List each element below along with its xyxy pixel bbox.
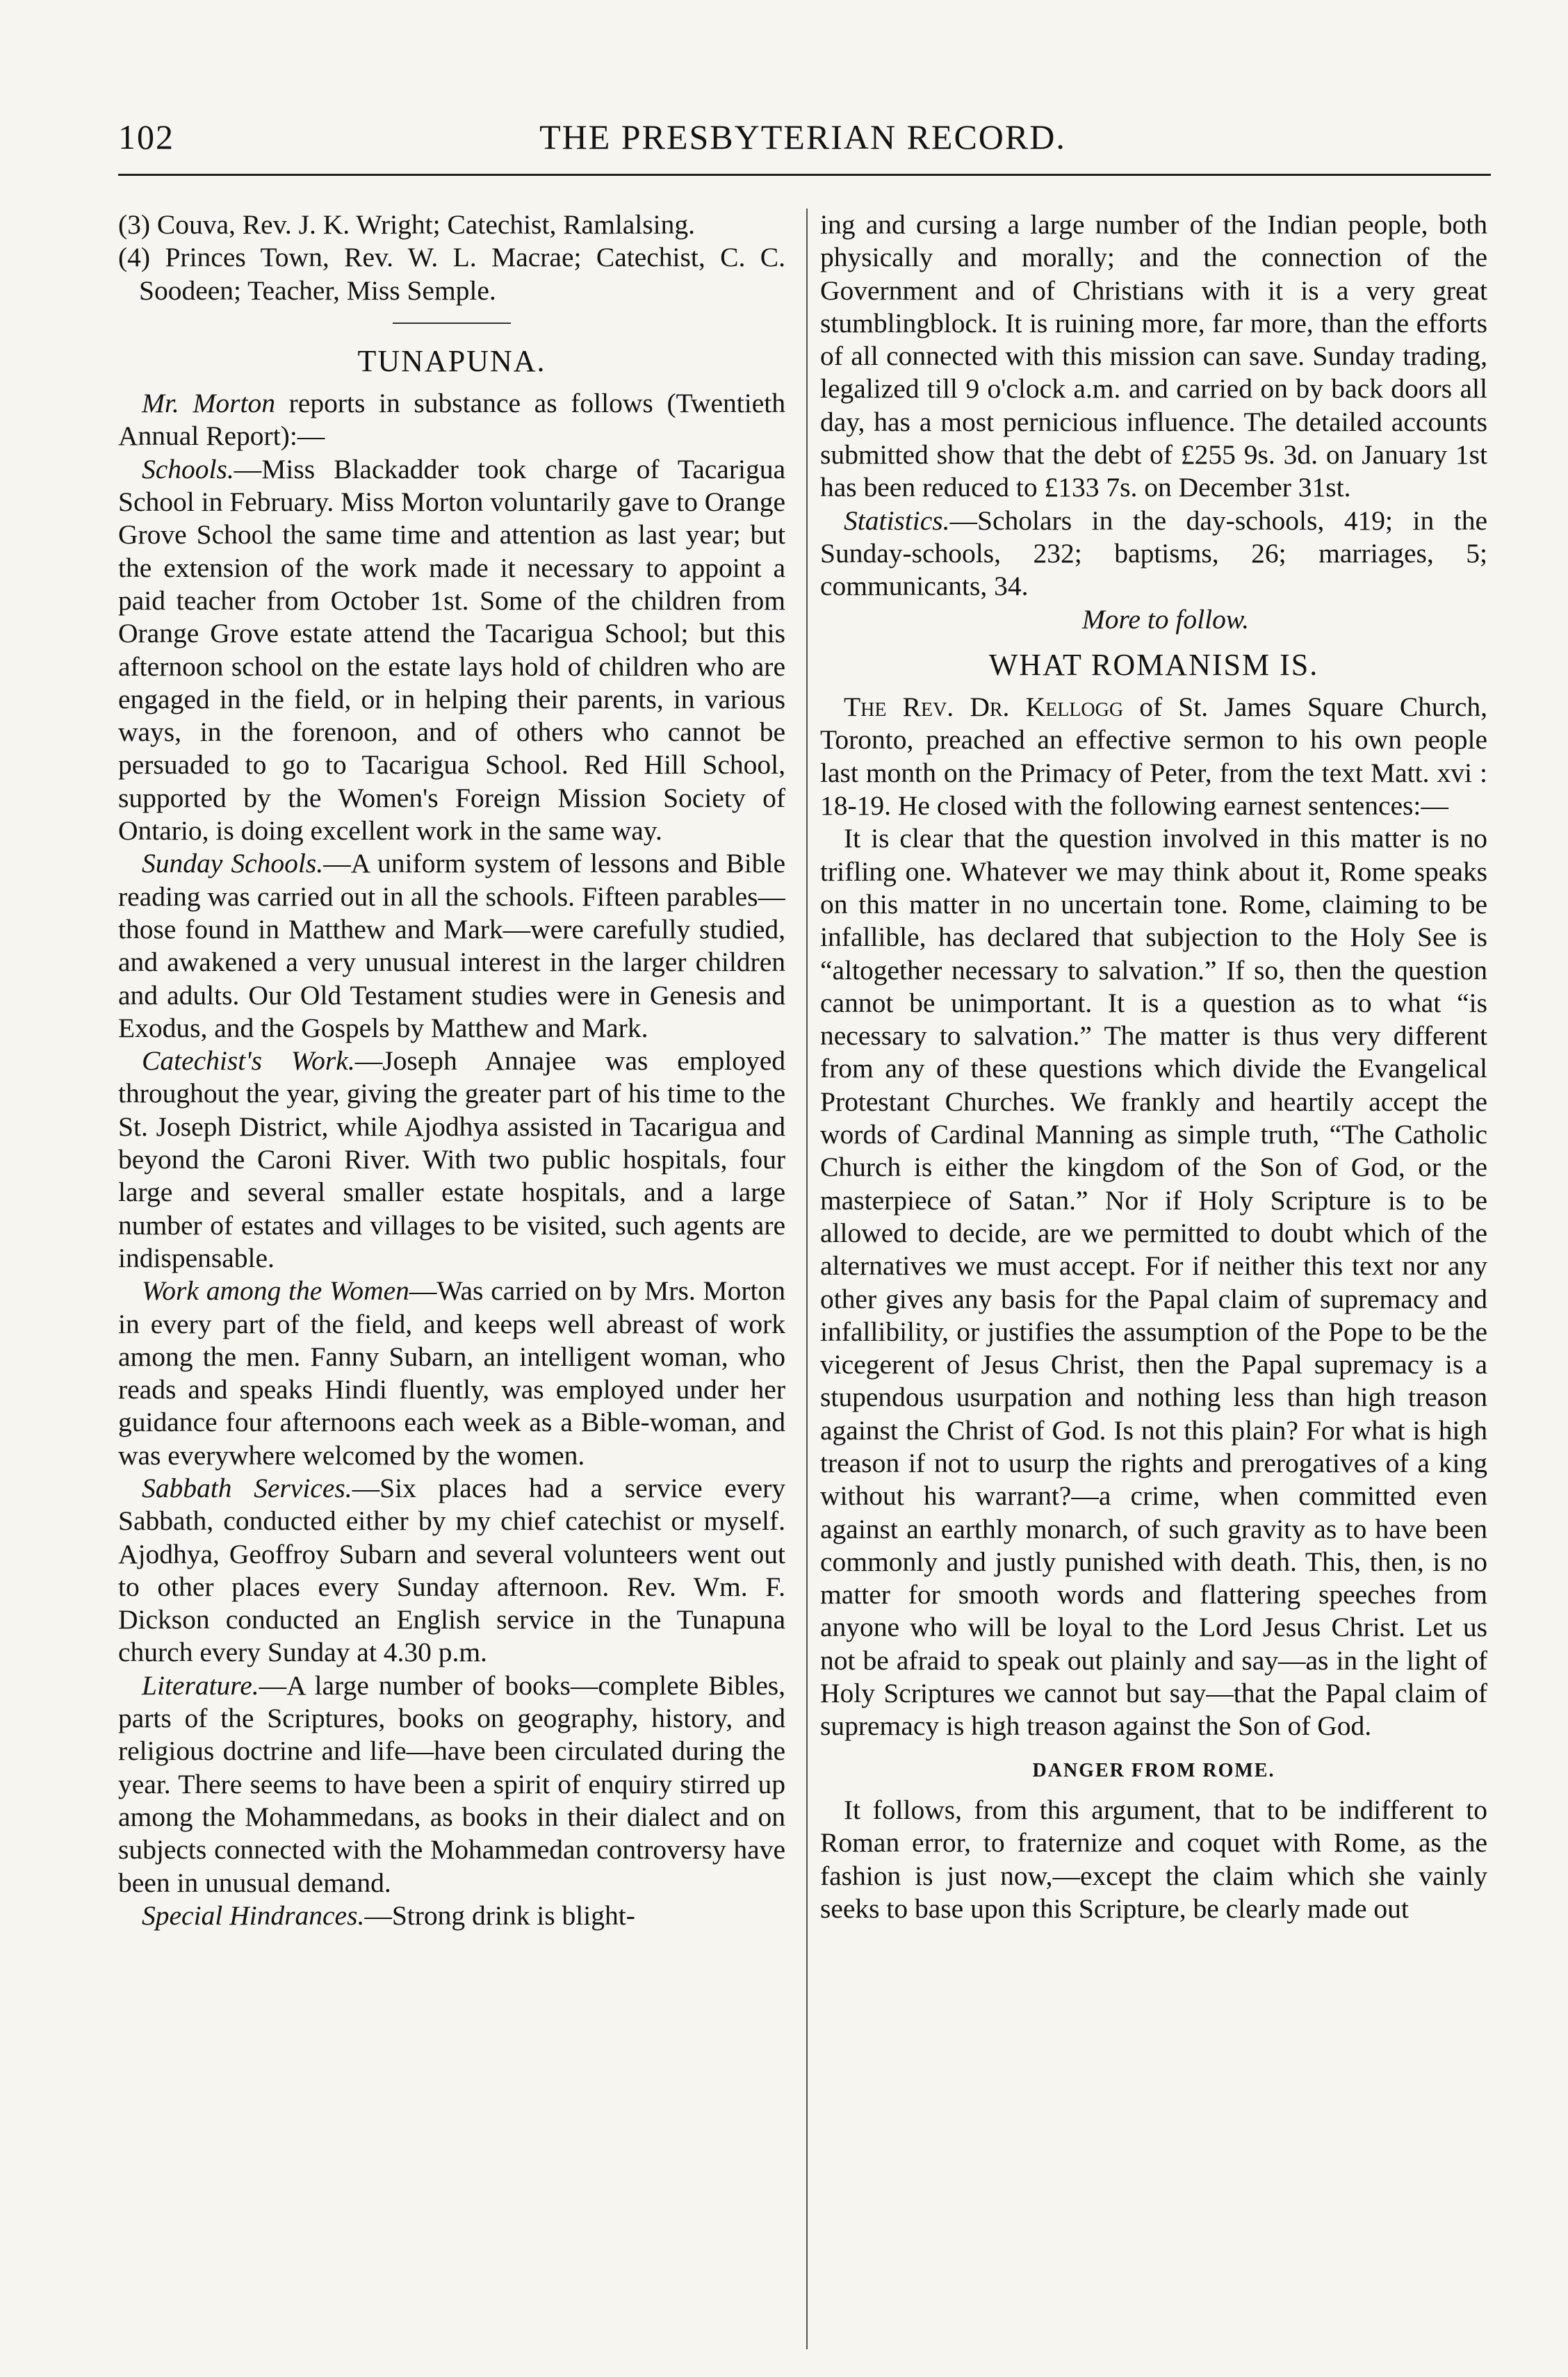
catechist-paragraph: Catechist's Work.—Joseph Annajee was employed throughout the year, giving the greater part of his time to the St. Joseph District, while Ajodhya assisted in Tacarigua and beyond the Caroni River. With two public hospitals, four large and several smaller estate hospitals, and a large number of estates and villages to be visited, such agents are indispensable. [118, 1045, 785, 1273]
follows-paragraph: It follows, from this argument, that to be indifferent to Roman error, to fraternize and coquet with Rome, as the fashion is just now,—except the claim which she vainly seeks to base upon this Scripture, be clearly made out [820, 1794, 1487, 1924]
page-header [118, 117, 1487, 172]
sabbath-label: Sabbath Services. [142, 1472, 352, 1503]
column-divider [806, 209, 808, 2349]
tunapuna-heading: TUNAPUNA. [357, 343, 546, 378]
sunday-schools-label: Sunday Schools. [142, 848, 324, 879]
station-item-couva: (3) Couva, Rev. J. K. Wright; Catechist, Ramlalsing. [118, 209, 696, 240]
literature-paragraph: Literature.—A large number of books—complete Bibles, parts of the Scriptures, books on geography, history, and religious doctrine and life—have been circulated during the year. There seems to have been a spirit of enquiry stirred up among the Mohammedans, as books in their dialect and on subjects connected with the Mohammedan controversy have been in unusual demand. [118, 1669, 785, 1898]
kellogg-paragraph: The Rev. Dr. Kellogg of St. James Square Church, Toronto, preached an effective sermon to his own people last month on the Primacy of Peter, from the text Matt. xvi : 18-19. He closed with the following earnest sentences:— [820, 692, 1487, 822]
catechist-label: Catechist's Work. [142, 1045, 355, 1077]
intro-paragraph: Mr. Morton reports in substance as follows (Twentieth Annual Report):— [118, 388, 785, 452]
intro-name: Mr. Morton [142, 388, 275, 419]
header-rule [118, 174, 1491, 176]
right-column [820, 209, 1487, 2349]
danger-heading: DANGER FROM ROME. [1032, 1759, 1275, 1781]
publication-title: THE PRESBYTERIAN RECORD. [539, 117, 1066, 156]
women-paragraph: Work among the Women—Was carried on by Mrs. Morton in every part of the field, and keeps well abreast of work among the men. Fanny Subarn, an intelligent woman, who reads and speaks Hindi fluently, was employed under her guidance four afternoons each week as a Bible-woman, and was everywhere welcomed by the women. [118, 1275, 785, 1471]
hindrances-paragraph: Special Hindrances.—Strong drink is blight- [142, 1900, 635, 1931]
continuation-paragraph: ing and cursing a large number of the Indian people, both physically and morally; and the connection of the Government and of Christians with it is a very great stumblingblock. It is ruining more, far more, than the efforts of all connected with this mission can save. Sunday trading, legalized till 9 o'clock a.m. and carried on by back doors all day, has a most pernicious influence. The detailed accounts submitted show that the debt of £255 9s. 3d. on January 1st has been reduced to £133 7s. on December 31st. [820, 209, 1487, 503]
hindrances-label: Special Hindrances. [142, 1900, 365, 1931]
schools-paragraph: Schools.—Miss Blackadder took charge of Tacarigua School in February. Miss Morton voluntarily gave to Orange Grove School the same time and attention as last year; but the extension of the work made it necessary to appoint a paid teacher from October 1st. Some of the children from Orange Grove estate attend the Tacarigua School; but this afternoon school on the estate lays hold of children who are engaged in the field, or in helping their parents, in various ways, in the forenoon, and of others who cannot be persuaded to go to Tacarigua School. Red Hill School, supported by the Women's Foreign Mission Society of Ontario, is doing excellent work in the same way. [118, 453, 785, 847]
kellogg-lead: The Rev. Dr. Kellogg [844, 692, 1124, 723]
page-number: 102 [118, 117, 174, 156]
romanism-heading: WHAT ROMANISM IS. [988, 647, 1319, 682]
statistics-paragraph: Statistics.—Scholars in the day-schools, 419; in the Sunday-schools, 232; baptisms, 26; marriages, 5; communicants, 34. [820, 505, 1487, 602]
left-column [118, 209, 785, 2349]
sabbath-paragraph: Sabbath Services.—Six places had a service every Sabbath, conducted either by my chief catechist or myself. Ajodhya, Geoffroy Subarn and several volunteers went out to other places every Sunday afternoon. Rev. Wm. F. Dickson conducted an English service in the Tunapuna church every Sunday at 4.30 p.m. [118, 1472, 785, 1668]
women-label: Work among the Women [142, 1275, 409, 1307]
literature-label: Literature. [142, 1669, 259, 1701]
schools-label: Schools. [142, 453, 234, 484]
station-item-princes-town: (4) Princes Town, Rev. W. L. Macrae; Catechist, C. C. Soodeen; Teacher, Miss Semple. [118, 242, 785, 306]
statistics-label: Statistics. [844, 505, 950, 536]
more-to-follow: More to follow. [1081, 603, 1250, 635]
section-divider [393, 322, 511, 324]
sunday-schools-paragraph: Sunday Schools.—A uniform system of lessons and Bible reading was carried out in all the schools. Fifteen parables—those found in Matthew and Mark—were carefully studied, and awakened a very unusual interest in the larger children and adults. Our Old Testament studies were in Genesis and Exodus, and the Gospels by Matthew and Mark. [118, 848, 785, 1043]
clear-paragraph: It is clear that the question involved in this matter is no trifling one. Whatever we may think about it, Rome speaks on this matter in no uncertain tone. Rome, claiming to be infallible, has declared that subjection to the Holy See is “altogether necessary to salvation.” If so, then the question cannot be unimportant. It is a question as to what “is necessary to salvation.” The matter is thus very different from any of these questions which divide the Evangelical Protestant Churches. We frankly and heartily accept the words of Cardinal Manning as simple truth, “The Catholic Church is either the kingdom of the Son of God, or the masterpiece of Satan.” Nor if Holy Scripture is to be allowed to decide, are we permitted to doubt which of the alternatives we must accept. For if neither this text nor any other gives any basis for the Papal claim of supremacy and infallibility, or justifies the assumption of the Pope to be the vicegerent of Jesus Christ, then the Papal supremacy is a stupendous usurpation and nothing less than high treason against the Christ of God. Is not this plain? For what is high treason if not to usurp the rights and prerogatives of a king without his warrant?—a crime, when committed even against an earthly monarch, of such gravity as to have been commonly and justly punished with death. This, then, is no matter for smooth words and flattering speeches from anyone who will be loyal to the Lord Jesus Christ. Let us not be afraid to speak out plainly and say—as in the light of Holy Scriptures we cannot but say—that the Papal claim of supremacy is high treason against the Son of God. [820, 823, 1487, 1742]
